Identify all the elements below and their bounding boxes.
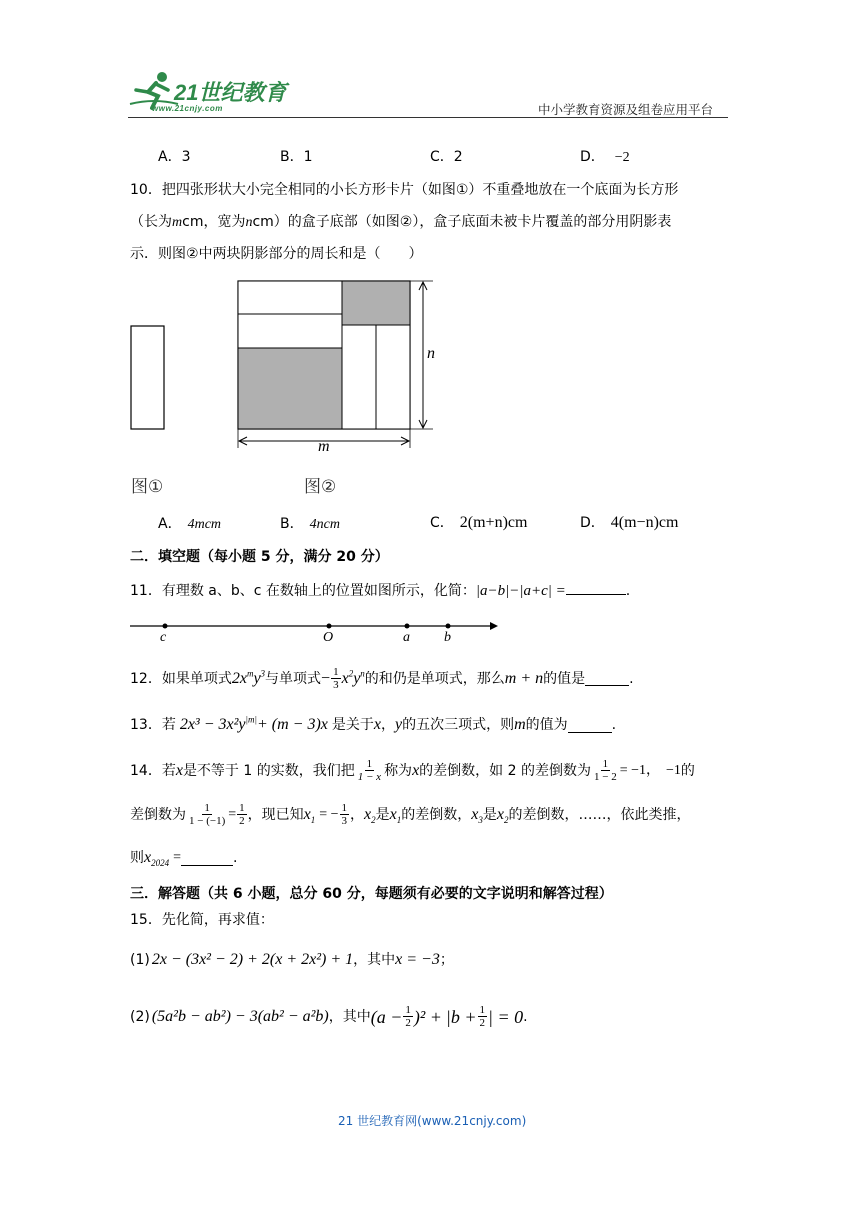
dim-m-label: m: [318, 438, 330, 455]
q14-frac2-num: 1: [602, 758, 609, 770]
q10-option-a-label: A．: [158, 516, 182, 532]
q14-frac3: [187, 802, 227, 827]
q12-mono1: [232, 669, 265, 689]
q10-figure: [128, 276, 458, 456]
q14-eq: =: [228, 806, 237, 822]
q13-text-d: 的值为: [525, 717, 568, 733]
q12-text-a: 12．如果单项式: [130, 670, 232, 687]
fig2-card-top2: [238, 314, 342, 348]
q11-expr: |a−b|−|a+c| =: [475, 583, 566, 599]
q14-frac1: [356, 758, 383, 783]
section-3-title: 三．解答题（共 6 小题，总分 60 分，每题须有必要的文字说明和解答过程）: [130, 886, 613, 902]
q11-line: [130, 580, 630, 601]
question-14-line1: [130, 758, 695, 783]
q10-option-a: [158, 513, 221, 533]
q15-p1-label: (1): [130, 952, 150, 968]
q10-option-d: [580, 512, 678, 532]
axis-arrow: [490, 622, 498, 630]
q14-frac4-num: 1: [239, 802, 245, 814]
q14-frac4: [237, 802, 247, 827]
q10-line1: 10．把四张形状大小完全相同的小长方形卡片（如图①）不重叠地放在一个底面为长方形: [130, 182, 679, 198]
q14-frac5-num: 1: [341, 802, 348, 814]
q13-expr-a: 2x³ − 3x²y: [179, 716, 246, 733]
q15-p2-cond-a: (a −: [370, 1006, 403, 1027]
q12-mono1-y: y: [253, 669, 261, 687]
q13-var-x: x: [373, 716, 381, 733]
dim-n-label: n: [427, 345, 435, 362]
q11-tail: .: [625, 583, 631, 599]
q10-option-b-value: 4ncm: [309, 517, 340, 532]
q15-p2-frac-num: 1: [405, 1004, 411, 1016]
q13-expr-b: + (m − 3)x: [256, 716, 328, 733]
footer-text[interactable]: 21 世纪教育网(www.21cnjy.com): [338, 1114, 527, 1128]
axis-label-o: O: [323, 630, 334, 645]
q14-text-e: = −1，: [619, 762, 660, 778]
q14-line2-d: 是: [375, 806, 390, 823]
q14-line3-eq: =: [173, 850, 182, 865]
q9-option-d-label: D．: [580, 149, 605, 165]
q14-frac2-den: 1 − 2: [593, 771, 617, 783]
question-12: [130, 666, 634, 691]
q14-frac5-den: 3: [341, 815, 348, 827]
q14-line2-a: 差倒数为: [130, 806, 186, 823]
q14-blank[interactable]: [181, 851, 233, 866]
q14-frac1-den: 1 − x: [357, 771, 382, 783]
q10-line3: 示．则图②中两块阴影部分的周长和是（ ）: [130, 246, 423, 262]
q14-frac4-den: 2: [239, 815, 245, 827]
fig1-card: [131, 326, 164, 429]
q14-x2-ref-base: x: [496, 805, 504, 823]
q14-x2024: [144, 848, 169, 868]
q15-p2-fraction2: [478, 1004, 488, 1029]
q15-p2-end: .: [523, 1008, 528, 1025]
q10-option-d-label: D．: [580, 515, 605, 531]
q9-option-b: B．1: [280, 149, 313, 165]
q14-line2-e: 的差倒数，: [401, 806, 472, 823]
q12-mono1-yexp: 3: [260, 668, 266, 679]
q12-mono1-base: 2x: [231, 669, 247, 687]
q14-x2024-sub: 2024: [151, 858, 170, 869]
q13-expr: [180, 715, 328, 735]
q12-mono2: [342, 669, 365, 689]
axis-label-c: c: [160, 630, 167, 645]
q10-line2-a: （长为: [130, 214, 172, 230]
q14-x2-base: x: [364, 805, 372, 823]
q14-text-f: 的: [680, 762, 695, 779]
q11-blank[interactable]: [566, 580, 626, 595]
q14-text-a: 14．若: [130, 762, 176, 779]
q15-p2-frac2-den: 2: [479, 1017, 486, 1029]
q14-var-x2: x: [412, 761, 420, 779]
header-rule: [128, 117, 728, 118]
point-b: [446, 624, 451, 629]
q15-part1: [130, 950, 454, 970]
fig2-shade-right: [342, 281, 410, 325]
fig2-card-vert1: [342, 325, 376, 429]
q12-text-b: 与单项式: [265, 670, 322, 687]
q15-p2-cond-d: | = 0: [488, 1006, 524, 1027]
q15-p1-tail: ，其中: [353, 952, 396, 968]
q15-part2: [130, 1004, 528, 1029]
fig1-label: 图①: [131, 477, 164, 497]
q15-p1-cond: x = −3: [395, 951, 440, 968]
point-c: [163, 624, 168, 629]
q12-fraction: [331, 666, 341, 691]
q14-text-d: 的差倒数，如 2 的差倒数为: [419, 762, 591, 779]
q12-mono2-y: y: [353, 669, 361, 687]
q12-frac-den: 3: [333, 679, 339, 691]
q13-text-a: 13．若: [130, 717, 176, 733]
q15-stem: 15．先化简，再求值：: [130, 912, 274, 928]
q11-number-line: [128, 612, 508, 642]
q10-option-b-label: B．: [280, 516, 304, 532]
q12-mono2-yexp: n: [360, 668, 365, 679]
q13-text-b: 是关于: [331, 717, 374, 733]
q14-x2-ref-sub: 2: [503, 814, 509, 825]
q15-p2-label: (2): [130, 1008, 150, 1025]
q14-x2-ref: [497, 805, 509, 825]
q14-text-b: 是不等于 1 的实数，我们把: [182, 762, 355, 779]
q15-p2-cond-c: |b +: [445, 1006, 477, 1027]
q15-p2-cond-b: )² +: [413, 1006, 442, 1027]
fig2-shade-left: [238, 348, 342, 429]
q13-tail: .: [611, 717, 617, 733]
fig2-card-top1: [238, 281, 342, 314]
q14-x2: [364, 805, 376, 825]
q10-line2: [130, 212, 671, 233]
axis-label-a: a: [403, 630, 410, 645]
q14-frac5: [340, 802, 350, 827]
q13-var-m: m: [514, 716, 526, 733]
q13-blank[interactable]: [568, 718, 612, 733]
q14-line3-a: 则: [130, 850, 144, 866]
q14-x1-base: x: [303, 805, 311, 823]
q9-option-d-value: −2: [614, 150, 630, 165]
q9-option-d: [580, 146, 630, 166]
fig2-card-vert2: [376, 325, 410, 429]
q15-p2-tail: ，其中: [328, 1008, 371, 1025]
q10-option-c-label: C．: [430, 515, 454, 531]
q9-option-c: C．2: [430, 149, 463, 165]
q12-mono1-exp: m: [246, 668, 254, 679]
q12-neg: −: [321, 669, 331, 687]
q14-line2-f: 是: [482, 806, 497, 823]
platform-title: 中小学教育资源及组卷应用平台: [538, 102, 714, 117]
q15-p2-frac-den: 2: [405, 1017, 411, 1029]
q13-expr-exp: |m|: [245, 714, 257, 725]
q12-text-d: 的值是: [543, 670, 586, 687]
q14-frac3-num: 1: [204, 802, 210, 814]
q12-mono2-exp: 2: [348, 668, 354, 679]
q10-option-c-value: 2(m+n)cm: [459, 514, 528, 531]
q15-p2-expr: (5a²b − ab²) − 3(ab² − a²b): [151, 1007, 329, 1025]
q14-x3-base: x: [471, 805, 479, 823]
question-13: [130, 715, 616, 735]
q12-mono2-x: x: [341, 669, 349, 687]
q14-x1-sub: 1: [310, 814, 316, 825]
q14-x1-ref: [390, 805, 402, 825]
q14-neg1: −1: [666, 762, 681, 778]
q11-text: 11．有理数 a、b、c 在数轴上的位置如图所示，化简：: [130, 583, 476, 599]
q13-comma: ，: [381, 717, 395, 733]
axis-label-b: b: [444, 630, 451, 645]
q10-option-d-value: 4(m−n)cm: [610, 514, 679, 531]
q10-option-c: [430, 512, 527, 532]
logo-text: 21世纪教育: [174, 80, 287, 105]
q14-tail: .: [233, 850, 238, 866]
q10-option-b: [280, 513, 340, 533]
q14-x2-sub: 2: [371, 814, 376, 825]
q14-x1-ref-base: x: [389, 805, 397, 823]
q12-frac-num: 1: [333, 666, 339, 678]
q10-option-a-value: 4mcm: [187, 517, 222, 532]
point-o: [327, 624, 332, 629]
q14-eqneg: = −: [319, 806, 339, 822]
point-a: [405, 624, 410, 629]
q10-line2-c: cm）的盒子底部（如图②），盒子底面未被卡片覆盖的部分用阴影表: [252, 214, 672, 230]
q9-option-a: A．3: [158, 149, 191, 165]
q14-var-x: x: [175, 761, 183, 779]
q14-text-c: 称为: [384, 762, 413, 779]
q14-frac2: [592, 758, 619, 783]
q13-text-c: 的五次三项式，则: [402, 717, 515, 733]
q14-x2024-base: x: [144, 849, 152, 866]
q12-text-c: 的和仍是单项式，那么: [364, 670, 505, 687]
q15-p1-end: ；: [439, 952, 454, 968]
q15-p1-expr: 2x − (3x² − 2) + 2(x + 2x²) + 1: [151, 951, 354, 968]
logo-url: www.21cnjy.com: [152, 104, 223, 113]
q15-p2-fraction: [403, 1004, 413, 1029]
logo: [128, 70, 288, 116]
q10-var-n: n: [245, 215, 253, 230]
q14-x3: [471, 805, 483, 825]
question-14-line3: [130, 848, 237, 868]
q12-mn: m + n: [504, 669, 544, 687]
question-14-line2: [130, 802, 690, 827]
q14-frac1-num: 1: [366, 758, 373, 770]
q10-line2-b: cm，宽为: [182, 214, 246, 230]
q14-frac3-den: 1 − (−1): [189, 815, 226, 827]
q14-line2-c: ，: [350, 806, 365, 823]
q12-blank[interactable]: [585, 671, 629, 686]
q14-x1-ref-sub: 1: [396, 814, 402, 825]
q10-var-m: m: [172, 215, 183, 230]
q15-p2-frac2-num: 1: [479, 1004, 486, 1016]
q14-line2-b: ，现已知: [247, 806, 304, 823]
q12-tail: .: [629, 670, 634, 687]
q14-x3-sub: 3: [478, 814, 483, 825]
q14-x1: [304, 805, 316, 825]
section-2-title: 二．填空题（每小题 5 分，满分 20 分）: [130, 549, 389, 565]
q13-var-y: y: [395, 716, 403, 733]
q14-line2-g: 的差倒数，……，依此类推，: [508, 806, 691, 823]
fig2-label: 图②: [304, 477, 337, 497]
